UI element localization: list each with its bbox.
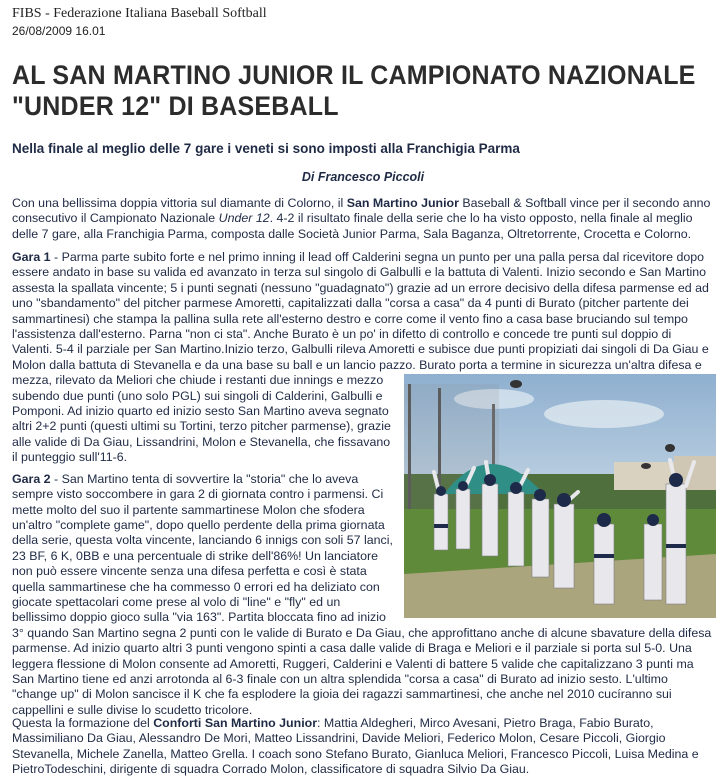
intro-text-c: . 4-2 il risultato finale della serie che lo ha visto opposto, nella finale al meglio delle 7 gare, alla Franchigia Parma, composta dalle Società Junior Parma, Sala Baganza, Oltretorrente, Crocetta e Colorno. [12, 211, 693, 241]
team-celebration-photo [404, 374, 716, 618]
photo-image [404, 374, 716, 618]
article-author: Di Francesco Piccoli [301, 170, 425, 184]
intro-team-name: San Martino Junior [346, 196, 459, 210]
games-section [12, 250, 714, 717]
intro-text-a: Con una bellissima doppia vittoria sul diamante di Colorno, il [12, 196, 347, 210]
article-title [12, 60, 712, 123]
title-line-1: AL SAN MARTINO JUNIOR IL CAMPIONATO NAZIONALE [12, 60, 696, 91]
gara1-label: Gara 1 [12, 250, 51, 264]
intro-text-b: Baseball & Softball vince per il secondo anno consecutivo il Campionato Nazionale [12, 196, 711, 226]
gara1-text: - Parma parte subito forte e nel primo inning il lead off Calderini segna un punto per una palla persa dal ricevitore dopo essere andato in base su valida ed avanzato in terza sul singolo di Galbulli e la battuta di Valenti. Inizio secondo e San Martino assesta la spallata vincente; 5 i punti segnati (nessuno "guadagnato") grazie ad un errore decisivo della difesa parmense ed ad uno "sbandamento" del pitcher parmese Amoretti, capitalizzati dalla "corsa a casa" da 4 punti di Burato (pitcher partente dei sammartinesi) che stampa la pallina sulla rete all'esterno destro e corre come il vento fino a casa base bruciando sul tempo l'assistenza dall'esterno. Parna "non ci sta". Anche Burato è un po' in difetto di controllo e concede tre punti sul doppio di Valenti. 5-4 il parziale per San Martino.Inizio terzo, Galbulli rileva Amoretti e subisce due punti propiziati dai singoli di Da Giau e Molon dalla battuta di Stevanella e da una base su ball e un lancio pazzo. Burato porta a termine in sicurezza un'altra difesa e mezza, rilevato da Meliori che chiude i restanti due innings e mezzo subendo due punti (uno solo PGL) sui singoli di Calderini, Galbulli e Pomponi. Ad inizio quarto ed inizio sesto San Martino aveva segnato altri 2+2 punti (questi ultimi su Tortini, terzo pitcher parmense), grazie alle valide di Da Giau, Lissandrini, Molon e Stevanella, che fissavano il punteggio sull'11-6. [12, 250, 709, 465]
gara2-text: - San Martino tenta di sovvertire la "storia" che lo aveva sempre visto soccombere in gara 2 di giornata contro i parmensi. Ci mette molto del suo il partente sammartinese Molon che sfodera un'altro "complete game", dopo quello perdente della prima giornata della serie, questa volta vincente, lanciando 6 innigs con soli 57 lanci, 23 BF, 6 K, 0BB e una percentuale di strike dell'86%! Un lanciatore non può essere vincente senza una difesa perfetta e così è stata quella sammartinese che ha commesso 0 errori ed ha deliziato con giocate spettacolari come prese al volo di "line" e "fly" ed un bellissimo doppio gioco sulla "via 163". Partita bloccata fino ad inizio 3° quando San Martino segna 2 punti con le valide di Burato e Da Giau, che approfittano anche di alcune sbavature della difesa parmense. Ad inizio quarto altri 3 punti vengono spinti a casa dalle valide di Braga e Meliori e il parziale si porta sul 5-0. Una leggera flessione di Molon consente ad Amoretti, Ruggeri, Calderini e Valenti di battere 5 valide che capitalizzano 3 punti ma San Martino tiene ed anzi arrotonda al 6-3 finale con un altra splendida "corsa a casa" di Burato ad inizio sesto. L'ultimo "change up" di Molon sancisce il K che fa esplodere la gioia dei ragazzi sammartinesi, che anche nel 2010 cucíranno sui cappellini e sulle divise lo scudetto tricolore. [12, 471, 712, 717]
publish-date: 26/08/2009 16.01 [12, 24, 106, 38]
roster-paragraph [12, 716, 714, 778]
title-line-2: "UNDER 12" DI BASEBALL [12, 91, 339, 122]
intro-paragraph [12, 196, 714, 242]
roster-text-a: Questa la formazione del [12, 716, 154, 730]
roster-team-name: Conforti San Martino Junior [153, 716, 318, 730]
source-header: FIBS - Federazione Italiana Baseball Softball [12, 6, 267, 21]
gara2-label: Gara 2 [12, 471, 51, 486]
roster-text-b: : Mattia Aldegheri, Mirco Avesani, Pietro Braga, Fabio Burato, Massimiliano Da Giau, Alessandro De Mori, Matteo Lissandrini, Davide Meliori, Federico Molon, Cesare Piccoli, Giorgio Stevanella, Michele Zanella, Matteo Grella. I coach sono Stefano Burato, Gianluca Meliori, Francesco Piccoli, Luisa Medina e PietroTodeschini, dirigente di squadra Corrado Molon, classificatore di squadra Silvio Da Giau. [12, 716, 699, 777]
article-subtitle: Nella finale al meglio delle 7 gare i veneti si sono imposti alla Franchigia Parma [12, 141, 520, 156]
intro-under12: Under 12 [218, 211, 270, 226]
